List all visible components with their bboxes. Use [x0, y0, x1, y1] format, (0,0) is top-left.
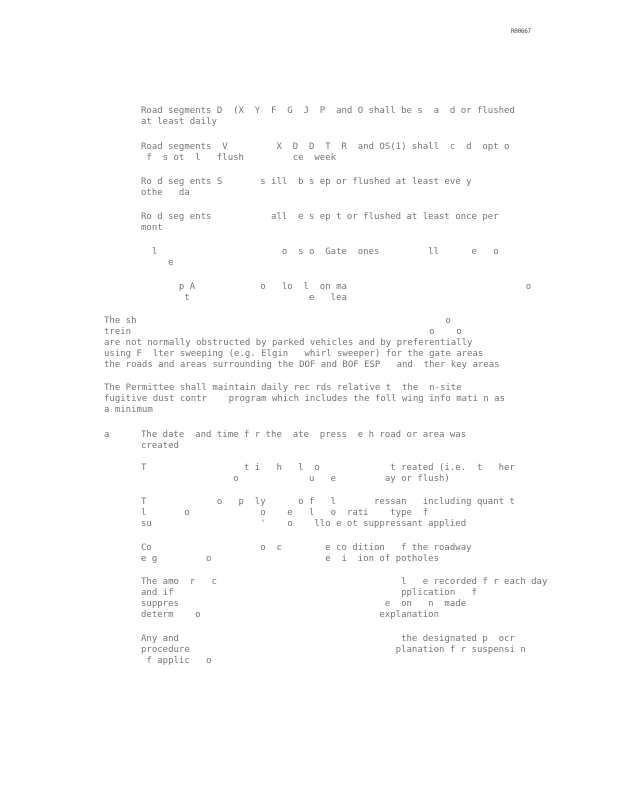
main-paragraph-line-5: the roads and areas surrounding the DOF and BOF ESP and ther key areas [104, 360, 500, 370]
segment-6-line-1: p A o lo l on ma o [141, 282, 532, 292]
segment-6-line-2: t e lea [141, 293, 347, 303]
record-item-e-line-2: and if pplication f [141, 588, 477, 598]
record-item-a-label: a [104, 430, 110, 440]
record-paragraph-line-3: a minimum [104, 405, 153, 415]
record-item-f-line-3: f applic o [141, 656, 212, 666]
record-item-c-line-2: l o o e l o rati type f [141, 508, 429, 518]
record-paragraph-line-2: fugitive dust contr program which includes the foll wing info mati n as [104, 394, 505, 404]
record-item-f-line-1: Any and the designated p ocr [141, 634, 515, 644]
record-item-a-line-2: created [141, 441, 179, 451]
record-item-f-line-2: procedure planation f r suspensi n [141, 645, 526, 655]
segment-2-line-1: Road segments V X D D T R and OS(1) shall c d opt o [141, 142, 510, 152]
main-paragraph-line-1: The sh o [104, 316, 451, 326]
record-item-e-line-4: determ o explanation [141, 610, 440, 620]
record-item-c-line-1: T o p ly o f l ressan including quant t [141, 497, 515, 507]
segment-5-line-2: e [141, 258, 174, 268]
main-paragraph-line-3: are not normally obstructed by parked vehicles and by preferentially [104, 338, 473, 348]
record-item-d-line-2: e g o e i ion of potholes [141, 554, 440, 564]
segment-3-line-2: othe da [141, 188, 190, 198]
segment-3-line-1: Ro d seg ents S s ill b s ep or flushed at least eve y [141, 177, 472, 187]
record-item-a-line-1: The date and time f r the ate press e h road or area was [141, 430, 467, 440]
record-item-d-line-1: Co o c e co dition f the roadway [141, 543, 472, 553]
document-id: R00667 [511, 28, 531, 35]
segment-4-line-1: Ro d seg ents all e s ep t or flushed at least once per [141, 212, 499, 222]
record-item-e-line-3: suppres e on n made [141, 599, 467, 609]
main-paragraph-line-4: using F lter sweeping (e.g. Elgin whirl sweeper) for the gate areas [104, 349, 484, 359]
record-item-c-line-3: su ' o llo e ot suppressant applied [141, 519, 467, 529]
segment-1-line-1: Road segments D (X Y F G J P and O shall be s a d or flushed [141, 106, 515, 116]
record-item-b-line-2: o u e ay or flush) [141, 474, 450, 484]
segment-5-line-1: l o s o Gate ones ll e o [141, 247, 499, 257]
record-paragraph-line-1: The Permittee shall maintain daily rec rds relative t the n-site [104, 383, 462, 393]
main-paragraph-line-2: trein o o [104, 327, 462, 337]
segment-2-line-2: f s ot l flush ce week [141, 153, 337, 163]
record-item-b-line-1: T t i h l o t reated (i.e. t her [141, 463, 515, 473]
segment-4-line-2: mont [141, 223, 163, 233]
segment-1-line-2: at least daily [141, 117, 217, 127]
record-item-e-line-1: The amo r c l e recorded f r each day [141, 577, 548, 587]
